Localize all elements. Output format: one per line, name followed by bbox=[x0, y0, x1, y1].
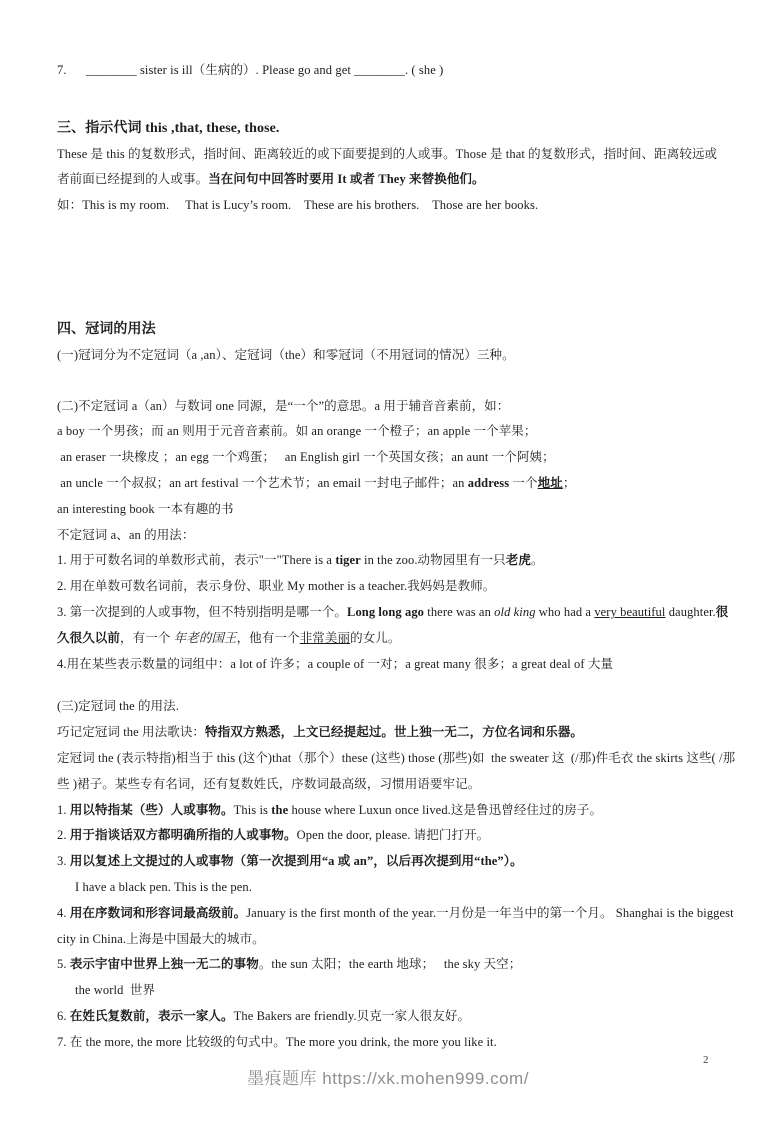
text-segment: 4.用在某些表示数量的词组中：a lot of 许多；a couple of 一对；a great many 很多；a great deal of 大量 bbox=[57, 656, 614, 671]
text-segment: an interesting book 一本有趣的书 bbox=[57, 501, 234, 516]
text-segment: 定冠词 the (表示特指)相当于 this (这个)that（那个）these (这些) those (那些)如 the sweater 这 (/那)件毛衣 the skirts 这些( /那 bbox=[57, 750, 736, 765]
examples-line-1 bbox=[57, 419, 736, 445]
the-usage-3 bbox=[57, 849, 736, 875]
section-heading-articles bbox=[57, 317, 736, 343]
demonstratives-explain-line-2 bbox=[57, 167, 736, 193]
the-usage-2 bbox=[57, 823, 736, 849]
text-segment: 4. bbox=[57, 905, 70, 920]
a-an-usage-3-line-1 bbox=[57, 600, 736, 626]
text-segment: daughter. bbox=[665, 604, 716, 619]
text-segment: 。 bbox=[530, 553, 544, 568]
text-segment: city in China.上海是中国最大的城市。 bbox=[57, 931, 265, 946]
text-segment: house where Luxun once lived.这是鲁迅曾经住过的房子。 bbox=[288, 802, 603, 817]
footer-watermark bbox=[0, 1064, 776, 1089]
text-segment: 年老的国王 bbox=[173, 630, 237, 645]
section-heading-demonstratives bbox=[57, 116, 736, 142]
text-segment: the bbox=[271, 802, 289, 817]
page-number: 2 bbox=[703, 1054, 709, 1066]
text-segment: 地址 bbox=[537, 475, 563, 490]
the-usage-4-line-1 bbox=[57, 901, 736, 927]
text-segment: 老虎 bbox=[505, 553, 531, 568]
text-segment: a boy 一个男孩；而 an 则用于元音音素前。如 an orange 一个橙子；an apple 一个苹果； bbox=[57, 424, 537, 439]
text-segment: The Bakers are friendly.贝克一家人很友好。 bbox=[233, 1008, 471, 1023]
text-segment: 。the sun 太阳；the earth 地球； the sky 天空； bbox=[258, 957, 522, 972]
text-segment: 7. ________ sister is ill（生病的）. Please go and get ________. ( she ) bbox=[57, 63, 444, 77]
definite-article-heading bbox=[57, 694, 736, 720]
text-segment: 7. 在 the more, the more 比较级的句式中。The more you drink, the more you like it. bbox=[57, 1034, 497, 1049]
text-segment: 不定冠词 a、an 的用法： bbox=[57, 527, 195, 542]
text-segment: 用以复述上文提过的人或事物（第一次提到用“a 或 an”，以后再次提到用“the”）。 bbox=[69, 854, 523, 869]
the-usage-3-example bbox=[57, 875, 736, 901]
text-segment: an uncle 一个叔叔；an art festival 一个艺术节；an email 一封电子邮件；an bbox=[57, 475, 468, 490]
text-segment: 一个 bbox=[509, 475, 538, 490]
examples-line-2 bbox=[57, 445, 736, 471]
text-segment: 5. bbox=[57, 957, 70, 972]
text-segment: who had a bbox=[535, 604, 595, 619]
text-segment: January is the first month of the year.一月份是一年当中的第一个月。 Shanghai is the biggest bbox=[246, 905, 734, 920]
text-segment: 的女儿。 bbox=[350, 630, 401, 645]
text-segment: I have a black pen. This is the pen. bbox=[75, 879, 252, 894]
footer-site-text: 墨痕题库 https://xk.mohen999.com/ bbox=[247, 1069, 529, 1088]
text-segment: This is bbox=[233, 802, 272, 817]
text-segment: there was an bbox=[424, 604, 495, 619]
the-equivalence-line-1 bbox=[57, 746, 736, 772]
text-segment: 者前面已经提到的人或事。 bbox=[57, 172, 209, 187]
the-usage-6 bbox=[57, 1004, 736, 1030]
text-segment: old king bbox=[494, 604, 536, 619]
text-segment: Open the door, please. 请把门打开。 bbox=[296, 828, 490, 843]
articles-types-line bbox=[57, 343, 736, 369]
text-segment: 如：This is my room. That is Lucy’s room. These are his brothers. Those are her books. bbox=[57, 198, 539, 213]
a-an-usage-3-line-2 bbox=[57, 626, 736, 652]
text-segment: 用以特指某（些）人或事物。 bbox=[69, 802, 234, 817]
text-segment: Long long ago bbox=[347, 604, 425, 619]
text-segment: the world 世界 bbox=[75, 983, 156, 998]
text-segment: 用于指谈话双方都明确所指的人或事物。 bbox=[69, 828, 297, 843]
a-an-usage-4 bbox=[57, 652, 736, 678]
examples-line-3 bbox=[57, 471, 736, 497]
text-segment: 1. bbox=[57, 802, 70, 817]
exercise-item-7 bbox=[57, 58, 736, 84]
text-segment: very beautiful bbox=[594, 604, 666, 619]
text-segment: 特指双方熟悉，上文已经提起过。世上独一无二，方位名词和乐器。 bbox=[205, 725, 584, 740]
the-usage-7 bbox=[57, 1030, 736, 1056]
the-usage-5 bbox=[57, 952, 736, 978]
the-equivalence-line-2 bbox=[57, 772, 736, 798]
examples-line-4 bbox=[57, 497, 736, 523]
text-segment: 当在问句中回答时要用 It 或者 They 来替换他们。 bbox=[208, 172, 485, 187]
a-an-usage-1 bbox=[57, 548, 736, 574]
text-segment: 在姓氏复数前，表示一家人。 bbox=[69, 1008, 234, 1023]
text-segment: 非常美丽 bbox=[299, 630, 351, 645]
text-segment: 3. 第一次提到的人或事物，但不特别指明是哪一个。 bbox=[57, 604, 348, 619]
text-segment: 四、冠词的用法 bbox=[57, 321, 156, 337]
the-usage-4-line-2 bbox=[57, 927, 736, 953]
text-segment: ，有一个 bbox=[120, 630, 174, 645]
text-segment: (一)冠词分为不定冠词（a ,an）、定冠词（the）和零冠词（不用冠词的情况）三种。 bbox=[57, 347, 515, 362]
demonstratives-explain-line-1 bbox=[57, 142, 736, 168]
text-segment: (三)定冠词 the 的用法. bbox=[57, 699, 179, 714]
text-segment: 2. 用在单数可数名词前，表示身份、职业 My mother is a teacher.我妈妈是教师。 bbox=[57, 579, 496, 594]
text-segment: 表示宇宙中世界上独一无二的事物 bbox=[69, 957, 259, 972]
text-segment: 用在序数词和形容词最高级前。 bbox=[69, 905, 247, 920]
text-segment: 巧记定冠词 the 用法歌诀： bbox=[57, 725, 206, 740]
text-segment: 三、指示代词 this ,that, these, those. bbox=[57, 120, 280, 136]
text-segment: 1. 用于可数名词的单数形式前，表示"一"There is a bbox=[57, 553, 336, 568]
text-segment: address bbox=[467, 475, 510, 490]
indefinite-article-intro bbox=[57, 394, 736, 420]
text-segment: ，他有一个 bbox=[236, 630, 300, 645]
text-segment: an eraser 一块橡皮 ；an egg 一个鸡蛋； an English girl 一个英国女孩；an aunt 一个阿姨； bbox=[57, 450, 555, 465]
document-content bbox=[57, 58, 736, 1056]
demonstratives-examples bbox=[57, 193, 736, 219]
text-segment: 些 )裙子。某些专有名词，还有复数姓氏，序数词最高级，习惯用语要牢记。 bbox=[57, 776, 481, 791]
the-usage-5-cont bbox=[57, 978, 736, 1004]
text-segment: 2. bbox=[57, 828, 70, 843]
a-an-usage-2 bbox=[57, 574, 736, 600]
the-usage-rhyme bbox=[57, 720, 736, 746]
the-usage-1 bbox=[57, 798, 736, 824]
text-segment: ； bbox=[562, 475, 576, 490]
text-segment: tiger bbox=[335, 553, 361, 568]
text-segment: These 是 this 的复数形式，指时间、距离较近的或下面要提到的人或事。Those 是 that 的复数形式，指时间、距离较远或 bbox=[57, 146, 718, 161]
text-segment: 3. bbox=[57, 854, 70, 869]
a-an-usage-heading bbox=[57, 523, 736, 549]
text-segment: (二)不定冠词 a（an）与数词 one 同源，是“一个”的意思。a 用于辅音音素前，如： bbox=[57, 398, 510, 413]
text-segment: in the zoo.动物园里有一只 bbox=[360, 553, 506, 568]
text-segment: 很 bbox=[715, 604, 729, 619]
text-segment: 久很久以前 bbox=[57, 630, 121, 645]
text-segment: 6. bbox=[57, 1008, 70, 1023]
